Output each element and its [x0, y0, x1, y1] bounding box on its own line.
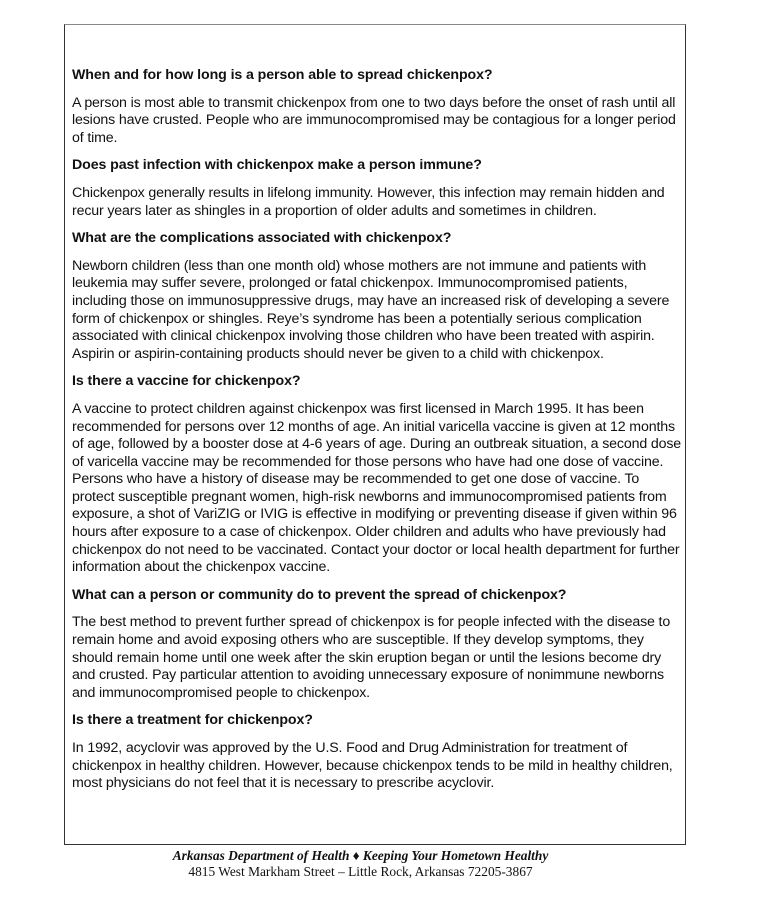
footer-address: 4815 West Markham Street – Little Rock, Arkansas 72205-3867 — [188, 864, 533, 879]
section-body: A vaccine to protect children against chickenpox was first licensed in March 1995. It has been recommended for persons over 12 months of age. An initial varicella vaccine is given at 12 months of age, followed by a booster dose at 4-6 years of age. During an outbreak situation, a second dose of varicella vaccine may be recommended for those persons who have had one dose of vaccine. Persons who have a history of disease may be recommended to get one dose of vaccine. To protect susceptible pregnant women, high-risk newborns and immunocompromised patients from exposure, a shot of VariZIG or IVIG is effective in modifying or preventing disease if given within 96 hours after exposure to a case of chickenpox. Older children and adults who have previously had chickenpox do not need to be vaccinated. Contact your doctor or local health department for further information about the chickenpox vaccine. — [72, 400, 682, 576]
section-heading: Is there a vaccine for chickenpox? — [72, 373, 301, 390]
section-body: Newborn children (less than one month old) whose mothers are not immune and patients with leukemia may suffer severe, prolonged or fatal chickenpox. Immunocompromised patients, including those on immunosuppressive drugs, may have an increased risk of developing a severe form of chickenpox or shingles. Reye’s syndrome has been a potentially serious complication associated with clinical chickenpox involving those children who have been treated with aspirin. Aspirin or aspirin-containing products should never be given to a child with chickenpox. — [72, 257, 670, 362]
section-body: A person is most able to transmit chickenpox from one to two days before the onset of rash until all lesions have crusted. People who are immunocompromised may be contagious for a longer period of time. — [72, 94, 676, 146]
section-immunity — [72, 157, 684, 220]
section-body: Chickenpox generally results in lifelong immunity. However, this infection may remain hidden and recur years later as shingles in a proportion of older adults and sometimes in children. — [72, 184, 665, 219]
footer-organization: Arkansas Department of Health ♦ Keeping Your Hometown Healthy — [172, 848, 549, 863]
section-prevention — [72, 587, 684, 703]
section-heading: Is there a treatment for chickenpox? — [72, 712, 313, 729]
section-vaccine — [72, 373, 684, 577]
document-content — [72, 67, 684, 803]
section-heading: Does past infection with chickenpox make a person immune? — [72, 157, 482, 174]
section-heading: When and for how long is a person able to spread chickenpox? — [72, 67, 493, 83]
section-body: The best method to prevent further spread of chickenpox is for people infected with the disease to remain home and avoid exposing others who are susceptible. If they develop symptoms, they should remain home until one week after the skin eruption began or until the lesions become dry and crusted. Pay particular attention to avoiding unnecessary exposure of nonimmune newborns and immunocompromised people to chickenpox. — [72, 614, 671, 701]
section-spread-duration — [72, 67, 684, 147]
section-complications — [72, 230, 684, 363]
section-heading: What can a person or community do to prevent the spread of chickenpox? — [72, 586, 567, 603]
section-treatment — [72, 712, 684, 792]
section-body: In 1992, acyclovir was approved by the U.S. Food and Drug Administration for treatment of chickenpox in healthy children. However, because chickenpox tends to be mild in healthy children, most physicians do not feel that it is necessary to prescribe acyclovir. — [72, 740, 673, 792]
section-heading: What are the complications associated with chickenpox? — [72, 230, 452, 247]
page-footer — [0, 848, 757, 880]
